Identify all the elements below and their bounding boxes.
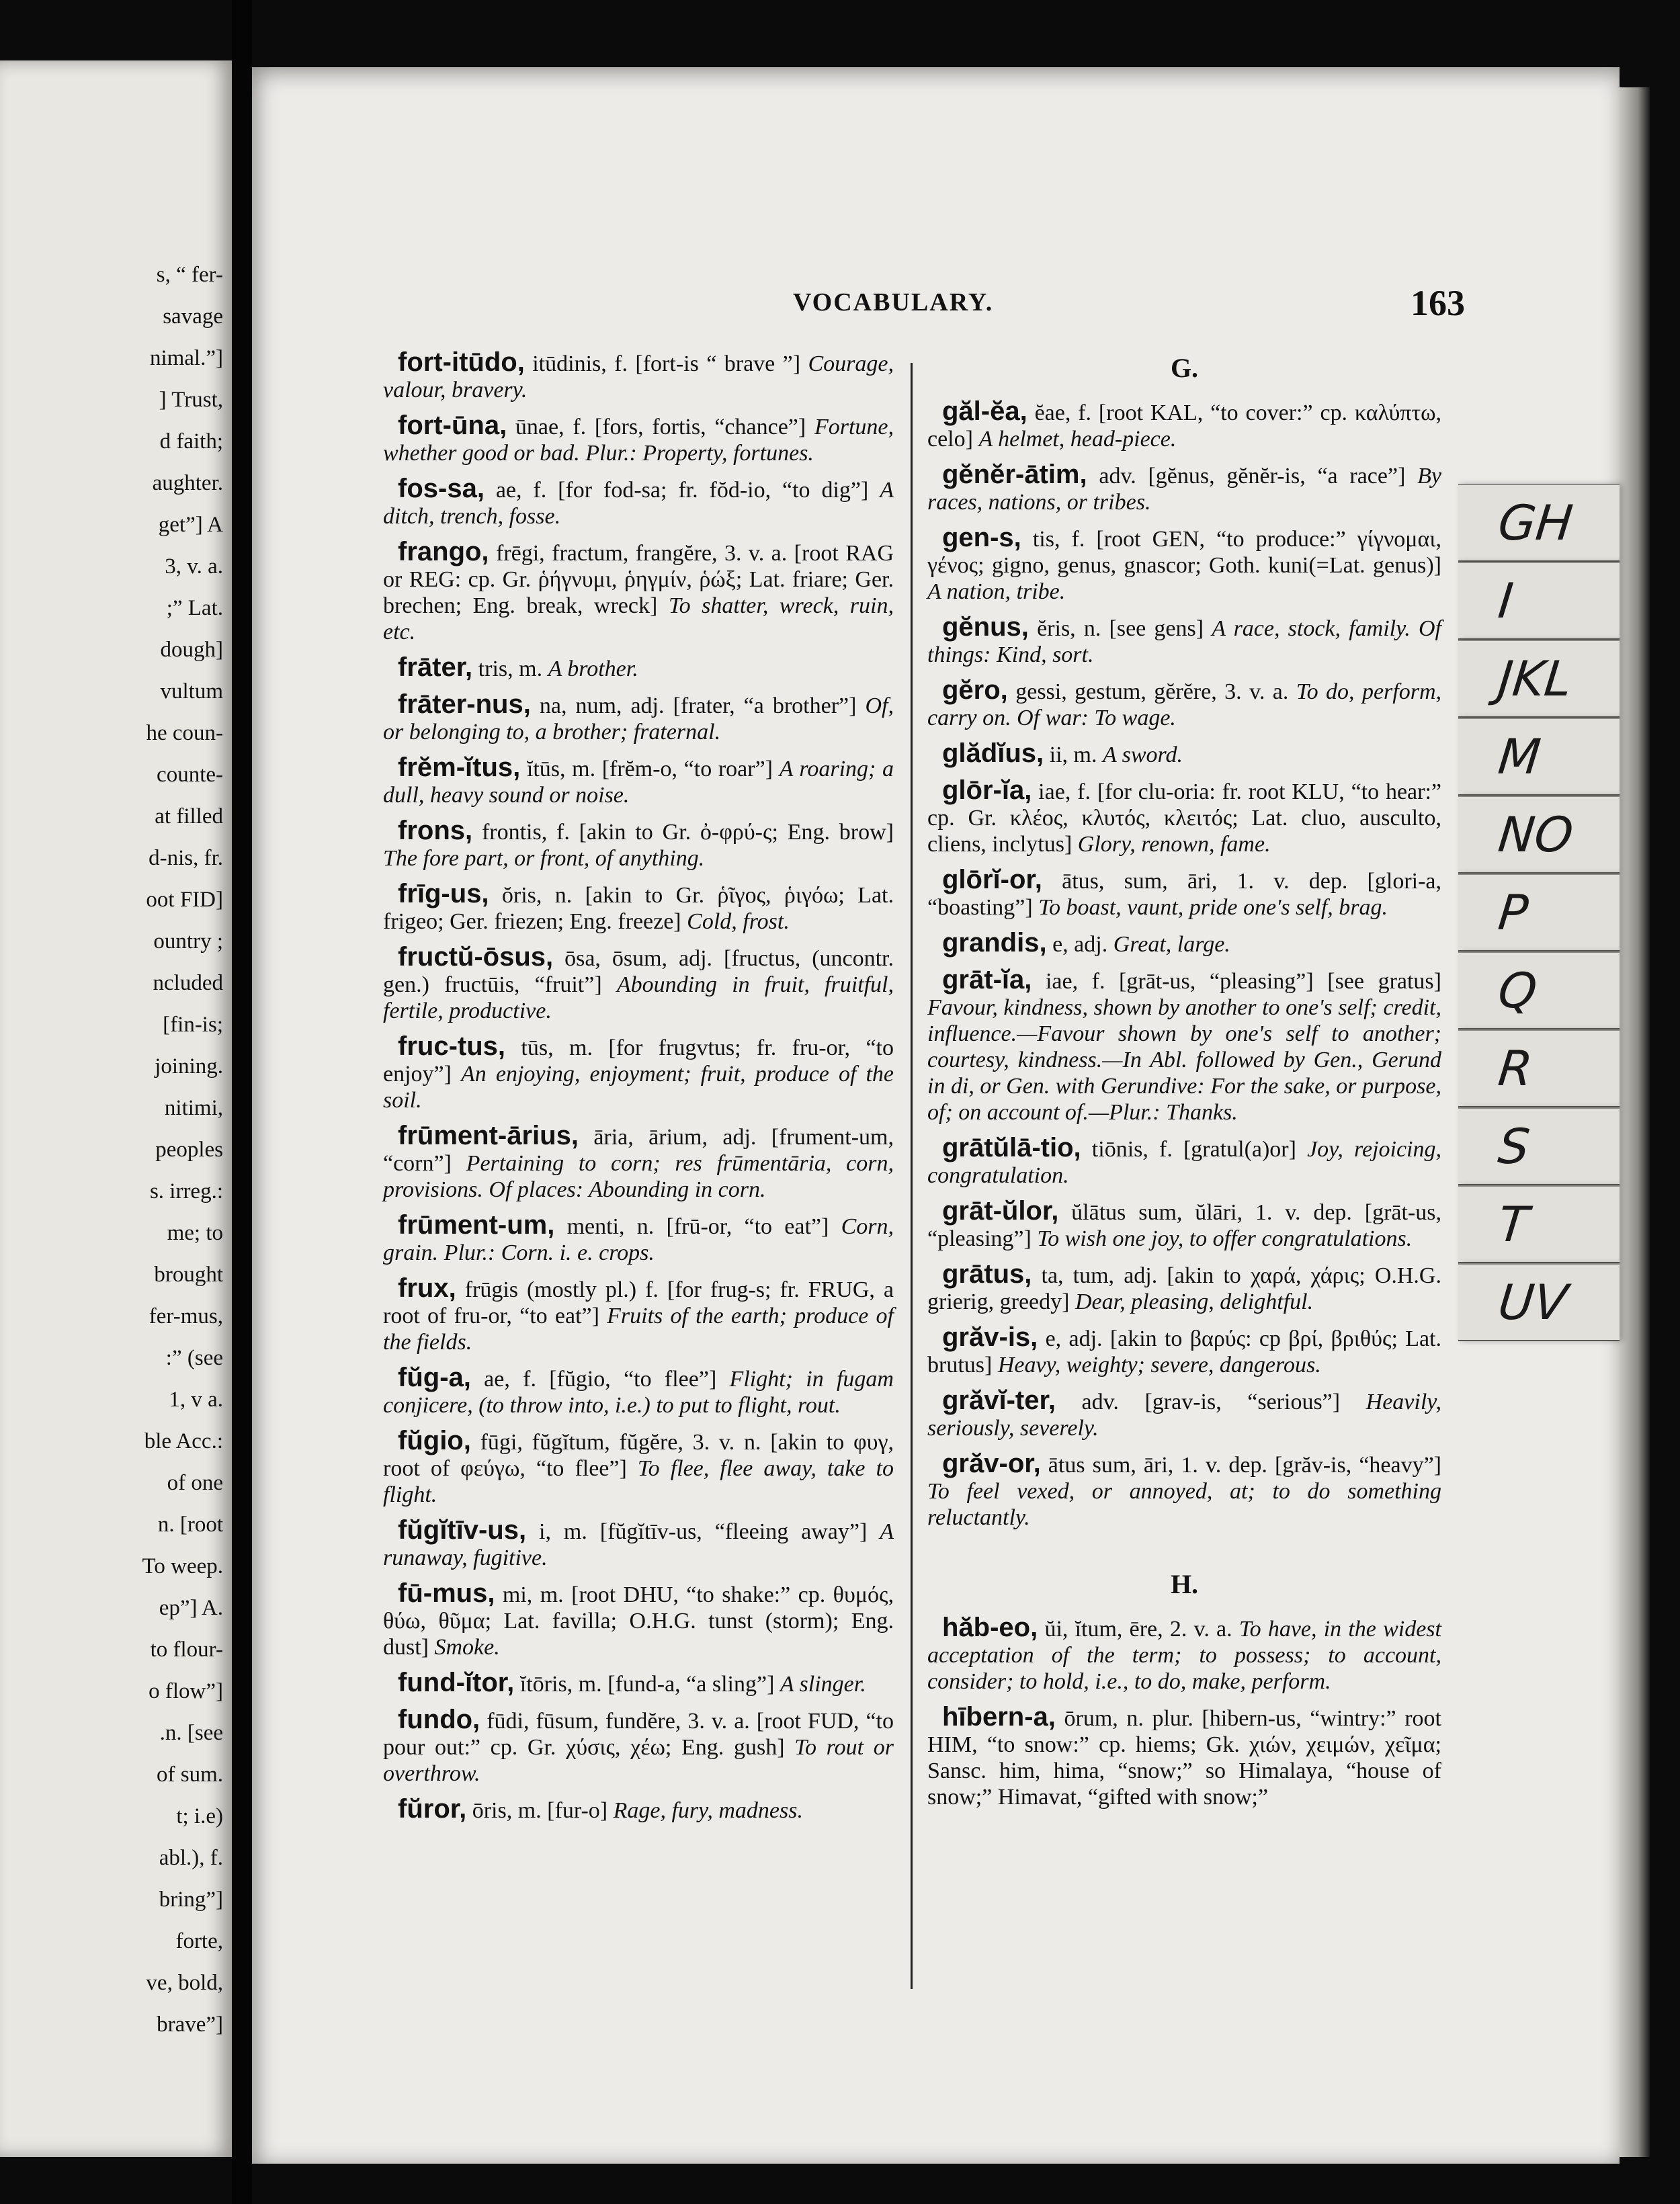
headword: frīg-us,	[398, 879, 489, 908]
entry-etymology: ŭlātus sum, ŭlāri, 1. v. dep. [grāt-us, “pleasing”]	[927, 1200, 1441, 1251]
dictionary-entry	[383, 1796, 894, 1824]
entry-etymology: frēgi, fractum, frangĕre, 3. v. a. [root RAG or REG: cp. Gr. ῥήγνυμι, ῥηγμίν, ῥώξ; Lat. friare; Ger. brechen; Eng. break, wreck]	[383, 541, 894, 618]
entry-definition: A brother.	[548, 656, 638, 681]
dictionary-entry	[927, 1388, 1441, 1441]
dictionary-entry	[383, 349, 894, 403]
dictionary-entry	[927, 1451, 1441, 1531]
entry-definition: Rage, fury, madness.	[613, 1798, 803, 1823]
previous-page-line: get”] A	[158, 513, 223, 537]
previous-page-line: 1, v a.	[169, 1388, 223, 1412]
previous-page-line: nimal.”]	[149, 346, 223, 370]
headword: gĕnĕr-ātim,	[942, 460, 1087, 489]
thumb-tab[interactable]	[1458, 1029, 1620, 1107]
entry-definition: A sword.	[1102, 743, 1183, 767]
thumb-tab[interactable]	[1458, 562, 1620, 640]
headword: grātŭlā-tio,	[942, 1133, 1081, 1162]
dictionary-entry	[383, 691, 894, 745]
previous-page-line: brave”]	[157, 2012, 223, 2037]
entry-etymology: fūgi, fŭgĭtum, fŭgĕre, 3. v. n. [akin to φυγ, root of φεύγω, “to flee”]	[383, 1430, 894, 1481]
entry-etymology: ĕris, n. [see gens]	[1028, 616, 1212, 641]
entry-definition: To boast, vaunt, pride one's self, brag.	[1038, 895, 1388, 920]
entry-definition: Great, large.	[1113, 932, 1230, 957]
previous-page-line: savage	[163, 304, 223, 329]
thumb-tab-label: JKL	[1495, 650, 1574, 707]
book-gutter	[232, 0, 252, 2204]
headword: hăb-eo,	[942, 1613, 1038, 1642]
dictionary-entry	[927, 867, 1441, 921]
previous-page-line: ] Trust,	[159, 388, 223, 412]
entry-definition: Dear, pleasing, delightful.	[1075, 1289, 1314, 1314]
headword: frango,	[398, 537, 489, 566]
entry-definition: A roaring; a dull, heavy sound or noise.	[383, 757, 894, 808]
previous-page-line: o flow”]	[149, 1679, 223, 1703]
thumb-tab-label: UV	[1495, 1274, 1570, 1330]
entry-definition: Fortune, whether good or bad. Plur.: Property, fortunes.	[383, 415, 894, 466]
entry-etymology: ātus, sum, āri, 1. v. dep. [glori-a, “boasting”]	[927, 869, 1441, 920]
entry-definition: To have, in the widest acceptation of the term; to possess; to account, consider; to hold, i.e., to do, make, perform.	[927, 1617, 1441, 1694]
entry-definition: A runaway, fugitive.	[383, 1519, 894, 1570]
entry-definition: To wish one joy, to offer congratulations.	[1037, 1226, 1413, 1251]
entry-etymology: mi, m. [root DHU, “to shake:” cp. θυμός, θύω, θῦμα; Lat. favilla; O.H.G. tunst (storm); Eng. dust]	[383, 1582, 894, 1660]
entry-definition: Flight; in fugam conjicere, (to throw into, i.e.) to put to flight, rout.	[383, 1367, 894, 1418]
headword: găl-ĕa,	[942, 396, 1027, 426]
dictionary-entry	[383, 413, 894, 466]
entry-etymology: ae, f. [for fod-sa; fr. fŏd-io, “to dig”]	[484, 478, 880, 503]
entry-etymology: ĕae, f. [root KAL, “to cover:” cp. καλύπτω, celo]	[927, 400, 1441, 452]
entry-definition: A race, stock, family. Of things: Kind, sort.	[927, 616, 1441, 667]
thumb-tab[interactable]	[1458, 484, 1620, 562]
entry-etymology: menti, n. [frū-or, “to eat”]	[554, 1214, 841, 1239]
previous-page-line: :” (see	[165, 1346, 223, 1370]
previous-page-line: To weep.	[142, 1554, 223, 1578]
entry-etymology: adv. [gĕnus, gĕnĕr-is, “a race”]	[1087, 464, 1418, 489]
page-number: 163	[1411, 283, 1465, 323]
headword: glădĭus,	[942, 738, 1044, 768]
dictionary-entry	[927, 1615, 1441, 1695]
entry-definition: Cold, frost.	[687, 909, 790, 934]
entry-etymology: ii, m.	[1044, 743, 1103, 767]
entry-etymology: ĭtūs, m. [frĕm-o, “to roar”]	[520, 757, 780, 781]
thumb-tab[interactable]	[1458, 1185, 1620, 1263]
headword: frāter,	[398, 652, 473, 682]
entry-definition: Favour, kindness, shown by another to one's self; credit, influence.—Favour shown by one's self to another; courtesy, kindness.—In Abl. followed by Gen., Gerund in di, or Gen. with Gerundive: For the sake, or purpose, of; on account of.—Plur.: Thanks.	[927, 995, 1441, 1125]
entry-definition: Joy, rejoicing, congratulation.	[927, 1137, 1441, 1188]
thumb-tab-label: Q	[1495, 962, 1540, 1019]
headword: frāter-nus,	[398, 689, 531, 719]
dictionary-entry	[383, 1123, 894, 1203]
entry-etymology: e, adj. [akin to βαρύς: cp βρί, βριθύς; Lat. brutus]	[927, 1326, 1441, 1378]
headword: grăv-or,	[942, 1449, 1041, 1478]
entry-definition: Heavy, weighty; severe, dangerous.	[997, 1353, 1321, 1378]
dictionary-entry	[383, 1517, 894, 1571]
entry-etymology: tris, m.	[472, 656, 548, 681]
thumb-tab-label: I	[1495, 573, 1516, 629]
entry-etymology: iae, f. [grāt-us, “pleasing”] [see gratus]	[1032, 969, 1441, 994]
right-column	[927, 349, 1441, 1820]
headword: hībern-a,	[942, 1702, 1056, 1732]
entry-definition: The fore part, or front, of anything.	[383, 846, 705, 871]
entry-etymology: na, num, adj. [frater, “a brother”]	[530, 693, 866, 718]
headword: frux,	[398, 1273, 456, 1303]
thumb-tab[interactable]	[1458, 718, 1620, 796]
headword: frūment-um,	[398, 1210, 555, 1240]
entry-definition: By races, nations, or tribes.	[927, 464, 1441, 515]
previous-page-line: vultum	[160, 679, 223, 704]
previous-page-line: ;” Lat.	[166, 596, 223, 620]
headword: grăv-is,	[942, 1322, 1038, 1352]
previous-page	[0, 60, 232, 2157]
dictionary-page	[252, 67, 1620, 2164]
entry-definition: Corn, grain. Plur.: Corn. i. e. crops.	[383, 1214, 894, 1265]
headword: glōr-ĭa,	[942, 775, 1032, 805]
dictionary-entry	[383, 881, 894, 935]
headword: grăvĭ-ter,	[942, 1386, 1056, 1415]
previous-page-line: d-nis, fr.	[149, 846, 223, 870]
entry-etymology: gessi, gestum, gĕrĕre, 3. v. a.	[1007, 679, 1296, 704]
entry-definition: Of, or belonging to, a brother; fraternal.	[383, 693, 894, 745]
entry-definition: Abounding in fruit, fruitful, fertile, productive.	[383, 972, 894, 1023]
headword: fund-ĭtor,	[398, 1668, 515, 1697]
dictionary-entry	[927, 1704, 1441, 1810]
previous-page-line: 3, v. a.	[165, 554, 223, 579]
thumb-tab-label: R	[1495, 1040, 1536, 1097]
column-rule	[911, 363, 913, 1989]
dictionary-entry	[927, 1135, 1441, 1189]
thumb-tab[interactable]	[1458, 951, 1620, 1029]
dictionary-entry	[927, 967, 1441, 1126]
headword: grāt-ŭlor,	[942, 1196, 1059, 1226]
entry-definition: Fruits of the earth; produce of the fields.	[383, 1304, 894, 1355]
headword: fruc-tus,	[398, 1031, 505, 1061]
headword: fŭg-a,	[398, 1363, 471, 1392]
previous-page-line: abl.), f.	[159, 1846, 223, 1870]
headword: fŭgĭtīv-us,	[398, 1515, 527, 1545]
headword: gen-s,	[942, 523, 1021, 552]
previous-page-line: ep”] A.	[159, 1596, 223, 1620]
previous-page-line: peoples	[155, 1138, 223, 1162]
entry-etymology: ūnae, f. [fors, fortis, “chance”]	[507, 415, 814, 439]
headword: gĕnus,	[942, 612, 1029, 642]
entry-etymology: tūs, m. [for frugvtus; fr. fru-or, “to enjoy”]	[383, 1035, 894, 1087]
dictionary-entry	[927, 1324, 1441, 1378]
previous-page-line: aughter.	[152, 471, 223, 495]
dictionary-entry	[383, 755, 894, 808]
thumb-tab-label: T	[1495, 1196, 1531, 1253]
entry-etymology: āria, ārium, adj. [frument-um, “corn”]	[383, 1125, 894, 1176]
running-head: VOCABULARY.	[793, 288, 994, 316]
dictionary-entry	[383, 1212, 894, 1266]
entry-definition: To do, perform, carry on. Of war: To wage.	[927, 679, 1442, 730]
dictionary-entry	[383, 539, 894, 645]
previous-page-line: ble Acc.:	[144, 1429, 223, 1453]
entry-etymology: ŭi, ĭtum, ēre, 2. v. a.	[1038, 1617, 1239, 1642]
entry-etymology: adv. [grav-is, “serious”]	[1055, 1390, 1366, 1414]
headword: fŭgio,	[398, 1426, 471, 1455]
thumb-tab[interactable]	[1458, 874, 1620, 951]
entry-etymology: tiōnis, f. [gratul(a)or]	[1081, 1137, 1308, 1162]
dictionary-entry	[383, 1707, 894, 1787]
headword: fŭror,	[398, 1794, 467, 1824]
previous-page-line: oot FID]	[146, 888, 223, 912]
previous-page-line: bring”]	[159, 1888, 223, 1912]
previous-page-line: counte-	[157, 763, 223, 787]
entry-etymology: frontis, f. [akin to Gr. ὀ-φρύ-ς; Eng. brow]	[472, 820, 894, 845]
dictionary-entry	[927, 614, 1441, 668]
headword: fructŭ-ōsus,	[398, 942, 554, 972]
previous-page-line: of one	[167, 1471, 223, 1495]
entry-definition: A slinger.	[780, 1672, 866, 1697]
entry-etymology: iae, f. [for clu-oria: fr. root KLU, “to hear:” cp. Gr. κλέος, κλυτός, κλειτός; Lat. cluo, ausculto, cliens, inclytus]	[927, 779, 1441, 857]
entry-definition: To shatter, wreck, ruin, etc.	[383, 593, 894, 644]
previous-page-line: nitimi,	[164, 1096, 223, 1120]
previous-page-line: [fin-is;	[163, 1013, 223, 1037]
dictionary-entry	[383, 1365, 894, 1418]
thumb-tab[interactable]	[1458, 796, 1620, 874]
previous-page-line: s, “ fer-	[156, 263, 223, 287]
dictionary-entry	[383, 654, 894, 682]
headword: fundo,	[398, 1705, 480, 1734]
previous-page-line: of sum.	[157, 1763, 223, 1787]
thumb-tab-label: P	[1495, 884, 1531, 941]
dictionary-entry	[927, 777, 1441, 857]
dictionary-entry	[383, 1033, 894, 1113]
previous-page-line: d faith;	[159, 429, 223, 454]
thumb-tab[interactable]	[1458, 1107, 1620, 1185]
dictionary-entry	[383, 1670, 894, 1697]
dictionary-entry	[383, 944, 894, 1024]
dictionary-entry	[383, 1428, 894, 1508]
thumb-tab-label: GH	[1495, 495, 1576, 551]
entry-definition: To flee, flee away, take to flight.	[383, 1456, 894, 1507]
previous-page-line: at filled	[155, 804, 223, 829]
dictionary-entry	[927, 1261, 1441, 1315]
previous-page-line: ve, bold,	[146, 1971, 223, 1995]
headword: frĕm-ĭtus,	[398, 753, 521, 782]
headword: fū-mus,	[398, 1578, 495, 1608]
dictionary-entry	[927, 462, 1441, 515]
thumb-tab[interactable]	[1458, 1263, 1620, 1341]
dictionary-entry	[927, 1198, 1441, 1252]
dictionary-entry	[927, 740, 1441, 768]
dictionary-entry	[927, 398, 1441, 452]
headword: frūment-ārius,	[398, 1121, 579, 1150]
headword: fos-sa,	[398, 474, 485, 503]
dictionary-entry	[927, 930, 1441, 958]
entry-definition: Pertaining to corn; res frūmentāria, corn, provisions. Of places: Abounding in corn.	[383, 1151, 894, 1202]
entry-etymology: frūgis (mostly pl.) f. [for frug-s; fr. FRUG, a root of fru-or, “to eat”]	[383, 1277, 894, 1328]
entry-etymology: ta, tum, adj. [akin to χαρά, χάρις; O.H.G. grierig, greedy]	[927, 1263, 1441, 1314]
entry-etymology: tis, f. [root GEN, “to produce:” γίγνομαι, γένος; gigno, genus, gnascor; Goth. kuni(=Lat. genus)]	[927, 527, 1441, 578]
dictionary-entry	[927, 677, 1441, 731]
headword: grāt-ĭa,	[942, 965, 1032, 994]
previous-page-line: brought	[154, 1263, 223, 1287]
headword: grātus,	[942, 1259, 1032, 1289]
previous-page-line: .n. [see	[159, 1721, 223, 1745]
dictionary-entry	[383, 1580, 894, 1660]
entry-etymology: ātus sum, āri, 1. v. dep. [grăv-is, “heavy”]	[1040, 1453, 1441, 1478]
previous-page-line: he coun-	[146, 721, 223, 745]
thumb-index	[1458, 484, 1620, 1341]
page-header	[252, 282, 1620, 336]
dictionary-entry	[383, 818, 894, 872]
entry-definition: A nation, tribe.	[927, 579, 1066, 604]
previous-page-line: to flour-	[150, 1638, 223, 1662]
dictionary-entry	[383, 476, 894, 529]
previous-page-line: ountry ;	[153, 929, 223, 953]
thumb-tab-label: M	[1495, 728, 1544, 785]
entry-etymology: itūdinis, f. [fort-is “ brave ”]	[524, 351, 808, 376]
left-column	[383, 349, 894, 1833]
entry-etymology: ŏris, n. [akin to Gr. ῥῖγος, ῥιγόω; Lat. frigeo; Ger. friezen; Eng. freeze]	[383, 883, 894, 934]
entry-definition: To rout or overthrow.	[383, 1735, 894, 1786]
headword: glōrĭ-or,	[942, 865, 1042, 894]
section-letter: G.	[1170, 353, 1199, 383]
headword: frons,	[398, 816, 473, 845]
previous-page-line: me; to	[167, 1221, 223, 1245]
entry-etymology: e, adj.	[1046, 932, 1114, 957]
previous-page-line: t; i.e)	[176, 1804, 223, 1828]
headword: gĕro,	[942, 675, 1008, 705]
entry-definition: Smoke.	[434, 1635, 500, 1660]
previous-page-line: s. irreg.:	[149, 1179, 223, 1203]
dictionary-entry	[927, 525, 1441, 605]
entry-etymology: ōris, m. [fur-o]	[466, 1798, 614, 1823]
section-letter: H.	[1170, 1569, 1199, 1599]
dictionary-entry	[383, 1275, 894, 1355]
headword: fort-ūna,	[398, 411, 507, 440]
thumb-tab-label: S	[1495, 1118, 1533, 1175]
entry-definition: A ditch, trench, fosse.	[383, 478, 894, 529]
entry-definition: Heavily, seriously, severely.	[927, 1390, 1441, 1441]
entry-definition: Glory, renown, fame.	[1077, 832, 1271, 857]
page-edge	[1620, 87, 1650, 2157]
previous-page-line: n. [root	[157, 1513, 223, 1537]
entry-etymology: ĭtōris, m. [fund-a, “a sling”]	[514, 1672, 780, 1697]
entry-definition: Courage, valour, bravery.	[383, 351, 894, 402]
thumb-tab[interactable]	[1458, 640, 1620, 718]
previous-page-line: fer-mus,	[149, 1304, 223, 1328]
headword: fort-itūdo,	[398, 347, 525, 377]
entry-definition: A helmet, head-piece.	[978, 427, 1177, 452]
entry-etymology: ae, f. [fŭgio, “to flee”]	[470, 1367, 730, 1392]
previous-page-line: ncluded	[153, 971, 223, 995]
entry-definition: To feel vexed, or annoyed, at; to do something reluctantly.	[927, 1479, 1441, 1530]
entry-etymology: ōsa, ōsum, adj. [fructus, (uncontr. gen.) fructūis, “fruit”]	[383, 946, 894, 997]
entry-definition: An enjoying, enjoyment; fruit, produce of the soil.	[383, 1062, 894, 1113]
previous-page-line: dough]	[160, 638, 223, 662]
entry-etymology: fūdi, fūsum, fundĕre, 3. v. a. [root FUD, “to pour out:” cp. Gr. χύσις, χέω; Eng. gush]	[383, 1709, 894, 1760]
entry-etymology: ōrum, n. plur. [hibern-us, “wintry:” root HIM, “to snow:” cp. hiems; Gk. χιών, χειμών, χεῖμα; Sansc. him, hima, “snow;” so Himalaya, “house of snow;” Himavat, “gifted with snow;”	[927, 1706, 1441, 1810]
previous-page-line: forte,	[175, 1929, 223, 1953]
entry-etymology: i, m. [fŭgĭtīv-us, “fleeing away”]	[526, 1519, 880, 1544]
previous-page-line: joining.	[155, 1054, 223, 1078]
thumb-tab-label: NO	[1495, 806, 1576, 863]
headword: grandis,	[942, 928, 1047, 958]
